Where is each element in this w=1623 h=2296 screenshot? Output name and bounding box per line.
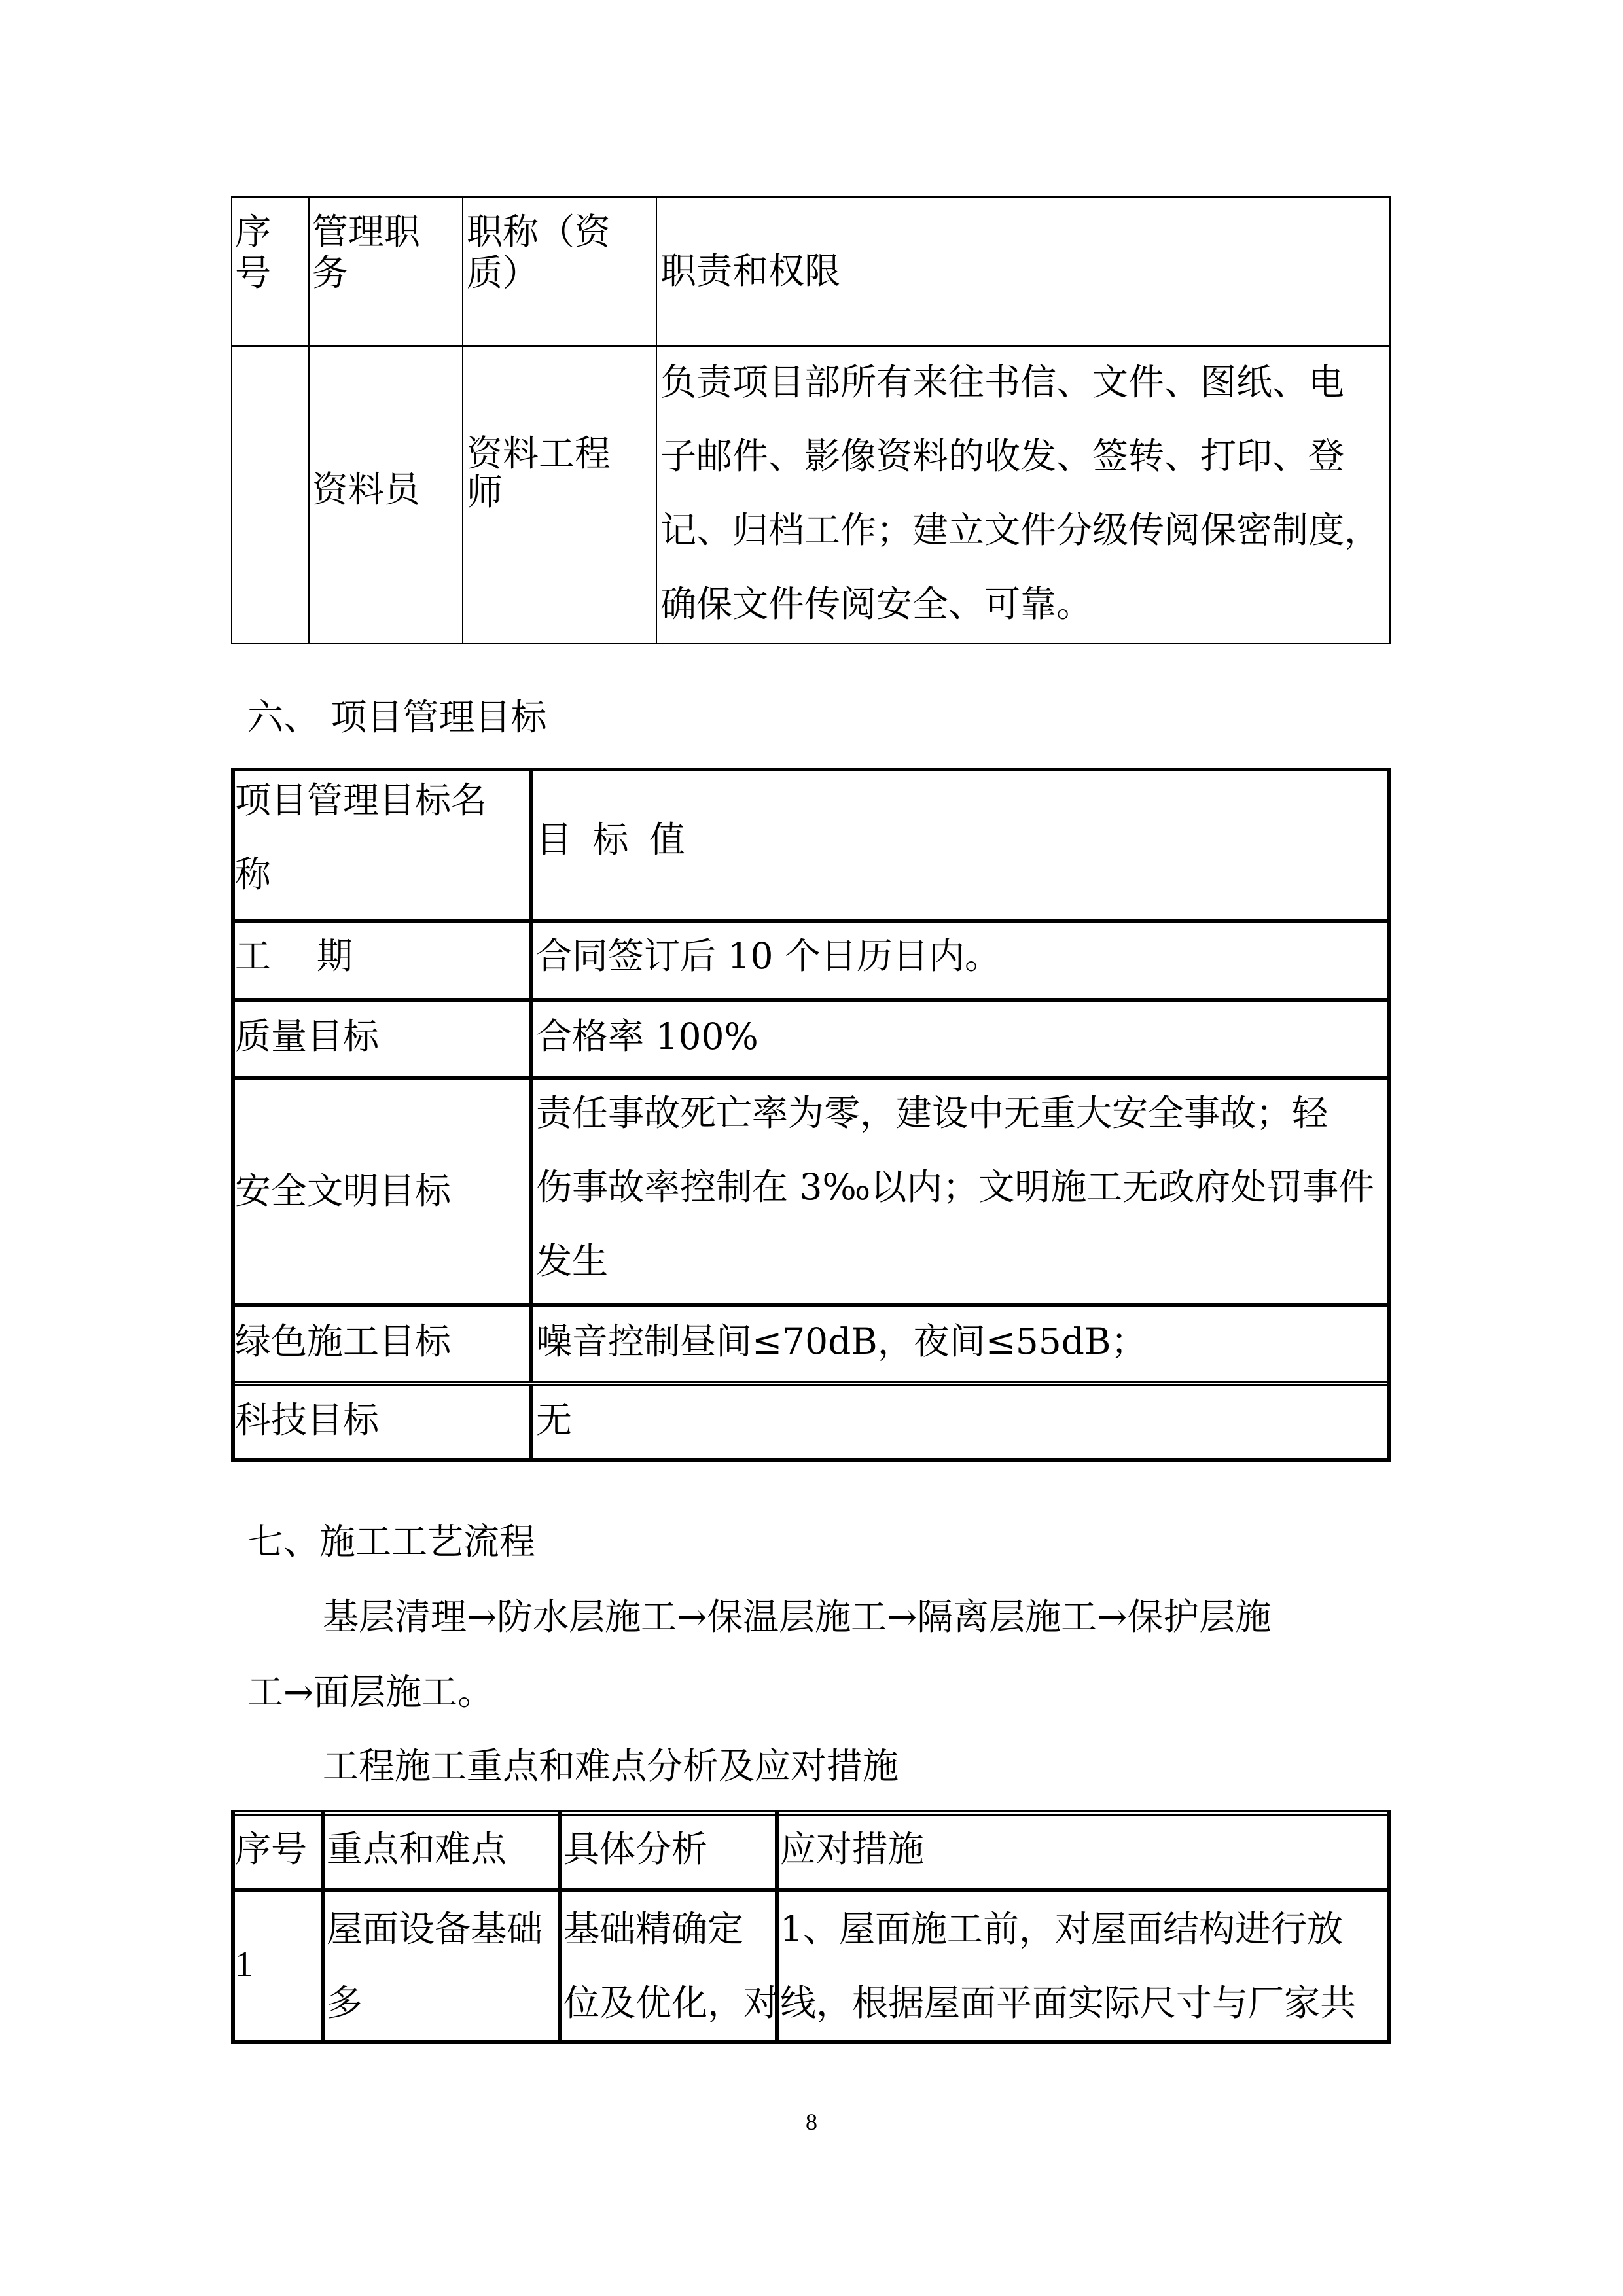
column-divider — [308, 198, 310, 643]
goals-table — [231, 768, 1391, 1462]
header-title — [467, 195, 611, 310]
header-text: 管理职 — [312, 211, 421, 253]
cell-duties — [660, 345, 1380, 641]
row-divider-double — [235, 1381, 1387, 1386]
header-index: 序号 — [235, 1828, 308, 1870]
cell-text: 多 — [327, 1982, 363, 2024]
header-text: 称 — [235, 853, 272, 895]
header-analysis: 具体分析 — [563, 1828, 708, 1870]
header-text: 职责和权限 — [660, 250, 841, 292]
row-analysis — [563, 1892, 779, 2040]
header-text: 职称（资 — [467, 211, 611, 253]
header-text: 质） — [467, 252, 539, 294]
header-text: 号 — [235, 252, 272, 294]
goal-name-green: 绿色施工目标 — [235, 1320, 452, 1362]
goal-value-green: 噪音控制昼间≤70dB，夜间≤55dB； — [536, 1320, 1147, 1362]
column-divider — [529, 771, 533, 1458]
cell-text: 确保文件传阅安全、可靠。 — [660, 583, 1093, 625]
cell-title — [467, 417, 611, 529]
responsibilities-table — [231, 196, 1391, 644]
header-difficulty: 重点和难点 — [327, 1828, 507, 1870]
goal-name-safety: 安全文明目标 — [235, 1170, 452, 1212]
goal-name-quality: 质量目标 — [235, 1016, 380, 1057]
cell-text: 发生 — [536, 1240, 609, 1282]
header-text: 项目管理目标名 — [235, 779, 488, 821]
column-divider — [656, 198, 657, 643]
goal-value-quality: 合格率 100% — [536, 1016, 758, 1057]
process-flow-line-1: 基层清理→防水层施工→保温层施工→隔离层施工→保护层施 — [323, 1596, 1272, 1638]
goal-value-schedule: 合同签订后 10 个日历日内。 — [536, 935, 1001, 977]
page-number: 8 — [806, 2109, 817, 2135]
cell-text: 子邮件、影像资料的收发、签转、打印、登 — [660, 435, 1345, 477]
cell-text: 1、屋面施工前，对屋面结构进行放 — [780, 1908, 1343, 1950]
cell-text: 线，根据屋面平面实际尺寸与厂家共 — [780, 1982, 1357, 2024]
cell-text: 负责项目部所有来往书信、文件、图纸、电 — [660, 361, 1345, 403]
cell-text: 责任事故死亡率为零，建设中无重大安全事故；轻 — [536, 1092, 1329, 1134]
header-text: 序 — [235, 211, 272, 253]
header-position — [312, 195, 420, 310]
goal-value-technology: 无 — [536, 1399, 573, 1441]
cell-text: 伤事故率控制在 3‰以内；文明施工无政府处罚事件 — [536, 1166, 1375, 1208]
cell-text: 基础精确定 — [563, 1908, 744, 1950]
section-heading-goals: 六、 项目管理目标 — [247, 696, 547, 738]
section-heading-process: 七、施工工艺流程 — [247, 1521, 536, 1563]
cell-text: 师 — [467, 471, 503, 513]
row-index: 1 — [235, 1944, 253, 1984]
column-divider — [558, 1810, 562, 2040]
row-measures — [780, 1892, 1356, 2040]
column-divider — [321, 1810, 325, 2040]
cell-text: 资料工程 — [467, 433, 611, 474]
goal-name-technology: 科技目标 — [235, 1399, 380, 1441]
row-difficulty — [327, 1892, 543, 2040]
cell-text: 位及优化，对 — [563, 1982, 780, 2024]
goal-value-safety — [536, 1076, 1374, 1298]
process-flow-line-2: 工→面层施工。 — [247, 1671, 494, 1713]
row-divider — [235, 1888, 1387, 1892]
subheading-difficulties: 工程施工重点和难点分析及应对措施 — [323, 1745, 899, 1787]
cell-text: 记、归档工作；建立文件分级传阅保密制度， — [660, 509, 1381, 551]
header-index — [235, 195, 271, 310]
column-divider — [462, 198, 463, 643]
row-divider-double — [235, 998, 1387, 1002]
goal-name-schedule: 工 期 — [235, 935, 353, 977]
cell-text: 屋面设备基础 — [327, 1908, 543, 1950]
header-goal-value: 目 标 值 — [536, 819, 685, 860]
cell-position: 资料员 — [312, 468, 421, 510]
header-goal-name — [235, 764, 487, 911]
header-duties — [660, 234, 840, 308]
difficulties-table — [231, 1810, 1391, 2044]
header-text: 务 — [312, 252, 349, 294]
header-measures: 应对措施 — [780, 1828, 925, 1870]
